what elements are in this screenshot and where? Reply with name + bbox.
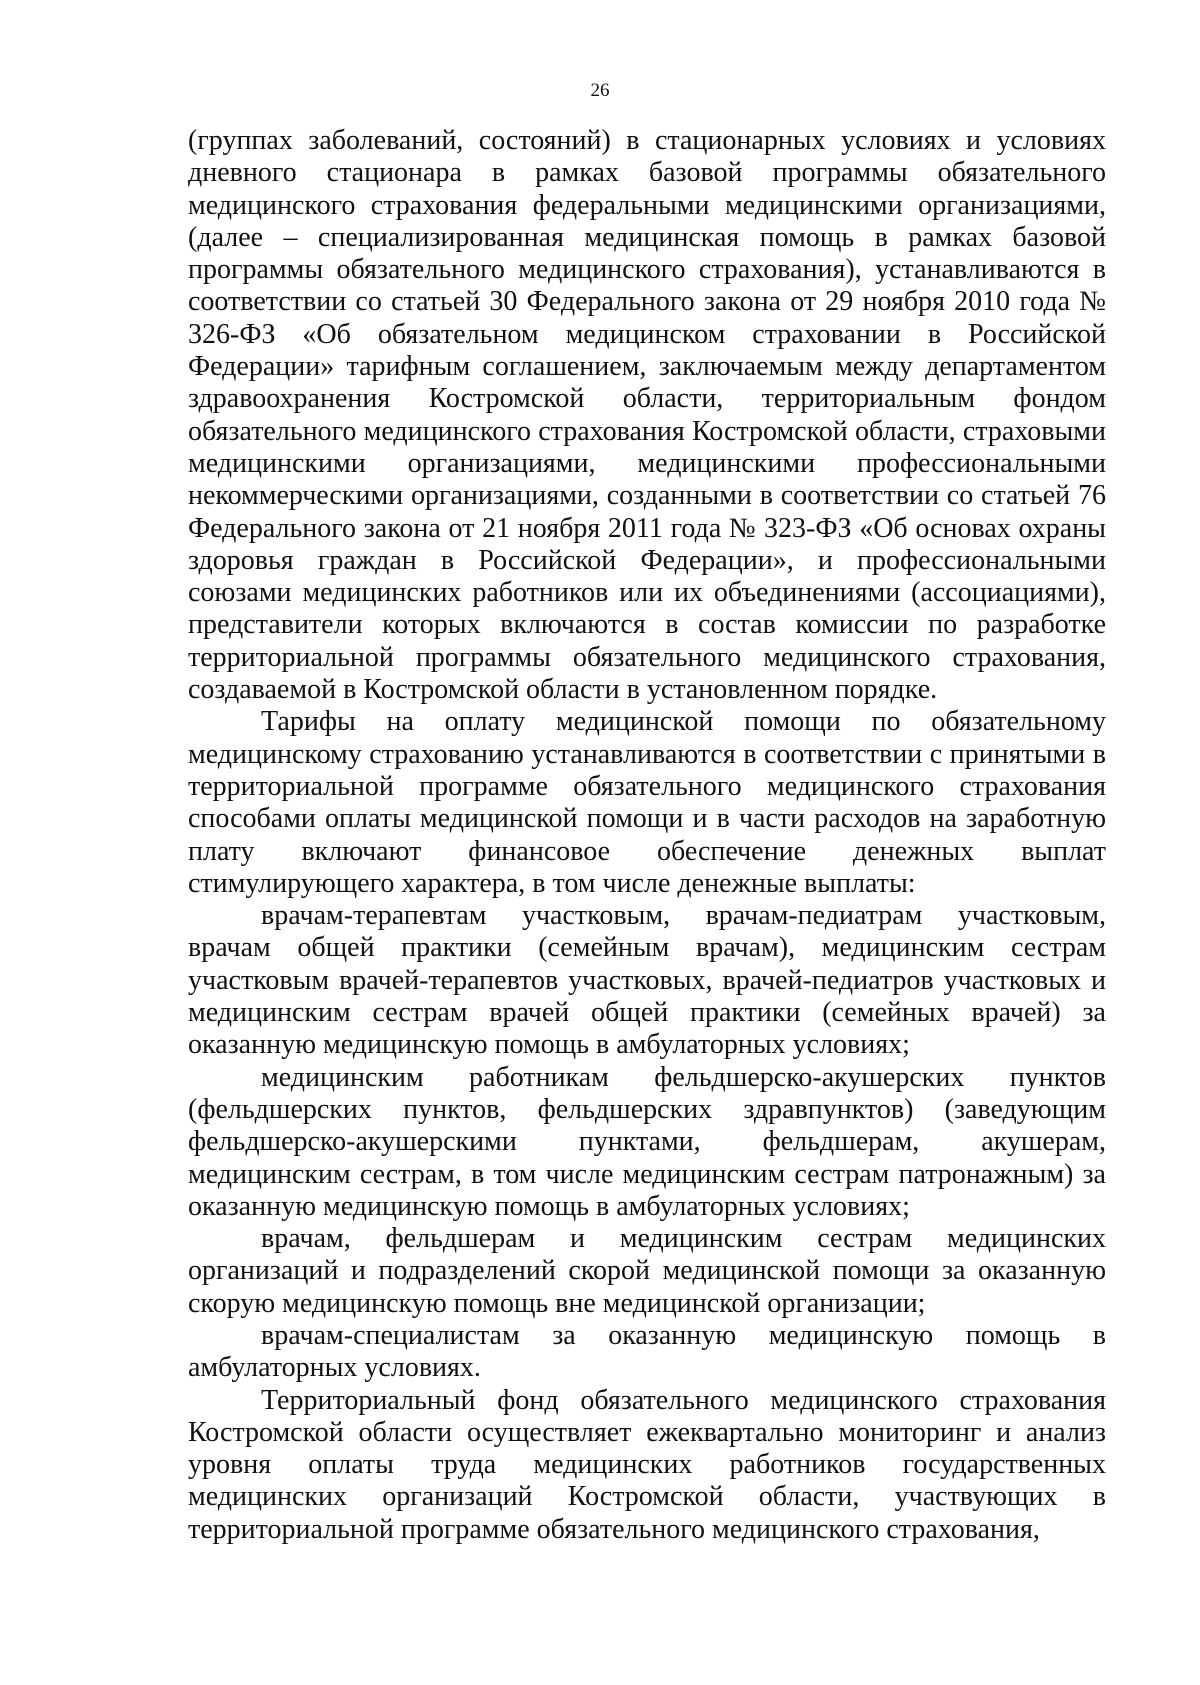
page-number: 26: [590, 80, 610, 101]
paragraph: Территориальный фонд обязательного медицинского страхования Костромской области осуществляет ежеквартально мониторинг и анализ уровня оплаты труда медицинских работников государственных медицинских организаций Костромской области, участвующих в территориальной программе обязательного медицинского страхования,: [188, 1384, 1106, 1545]
document-body: [188, 125, 1106, 1546]
paragraph: (группах заболеваний, состояний) в стационарных условиях и условиях дневного стационара в рамках базовой программы обязательного медицинского страхования федеральными медицинскими организациями, (далее – специализированная медицинская помощь в рамках базовой программы обязательного медицинского страхования), устанавливаются в соответствии со статьей 30 Федерального закона от 29 ноября 2010 года № 326-ФЗ «Об обязательном медицинском страховании в Российской Федерации» тарифным соглашением, заключаемым между департаментом здравоохранения Костромской области, территориальным фондом обязательного медицинского страхования Костромской области, страховыми медицинскими организациями, медицинскими профессиональными некоммерческими организациями, созданными в соответствии со статьей 76 Федерального закона от 21 ноября 2011 года № 323-ФЗ «Об основах охраны здоровья граждан в Российской Федерации», и профессиональными союзами медицинских работников или их объединениями (ассоциациями), представители которых включаются в состав комиссии по разработке территориальной программы обязательного медицинского страхования, создаваемой в Костромской области в установленном порядке.: [188, 125, 1106, 706]
paragraph: врачам-специалистам за оказанную медицинскую помощь в амбулаторных условиях.: [188, 1319, 1106, 1384]
paragraph: врачам-терапевтам участковым, врачам-педиатрам участковым, врачам общей практики (семейным врачам), медицинским сестрам участковым врачей-терапевтов участковых, врачей-педиатров участковых и медицинским сестрам врачей общей практики (семейных врачей) за оказанную медицинскую помощь в амбулаторных условиях;: [188, 900, 1106, 1061]
paragraph: Тарифы на оплату медицинской помощи по обязательному медицинскому страхованию устанавливаются в соответствии с принятыми в территориальной программе обязательного медицинского страхования способами оплаты медицинской помощи и в части расходов на заработную плату включают финансовое обеспечение денежных выплат стимулирующего характера, в том числе денежные выплаты:: [188, 706, 1106, 899]
paragraph: врачам, фельдшерам и медицинским сестрам медицинских организаций и подразделений скорой медицинской помощи за оказанную скорую медицинскую помощь вне медицинской организации;: [188, 1223, 1106, 1319]
paragraph: медицинским работникам фельдшерско-акушерских пунктов (фельдшерских пунктов, фельдшерских здравпунктов) (заведующим фельдшерско-акушерскими пунктами, фельдшерам, акушерам, медицинским сестрам, в том числе медицинским сестрам патронажным) за оказанную медицинскую помощь в амбулаторных условиях;: [188, 1061, 1106, 1222]
